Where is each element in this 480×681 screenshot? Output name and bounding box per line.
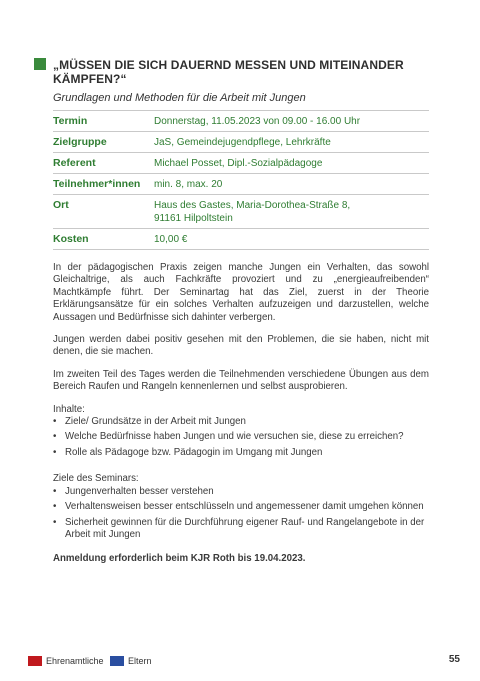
- paragraph: Im zweiten Teil des Tages werden die Teilnehmenden verschiedene Übungen aus dem Bereich Raufen und Rangeln kennenlernen und selbst ausprobieren.: [53, 368, 429, 393]
- info-row-termin: [53, 110, 429, 131]
- info-row-kosten: [53, 228, 429, 250]
- info-value: min. 8, max. 20: [154, 179, 223, 190]
- list-item: • Jungenverhalten besser verstehen: [53, 486, 429, 498]
- list-item: • Ziele/ Grundsätze in der Arbeit mit Jungen: [53, 416, 429, 428]
- info-label: Zielgruppe: [53, 136, 107, 148]
- info-row-teilnehmer: [53, 173, 429, 194]
- info-row-ort: [53, 194, 429, 228]
- info-label: Termin: [53, 115, 88, 127]
- info-label: Kosten: [53, 233, 89, 245]
- list-item: • Verhaltensweisen besser entschlüsseln und angemessener damit umgehen können: [53, 501, 429, 513]
- info-value: 10,00 €: [154, 234, 188, 245]
- info-value: Michael Posset, Dipl.-Sozialpädagoge: [154, 158, 323, 169]
- list-item: • Welche Bedürfnisse haben Jungen und wie versuchen sie, diese zu erreichen?: [53, 431, 429, 443]
- info-label: Teilnehmer*innen: [53, 178, 141, 190]
- list-item: • Sicherheit gewinnen für die Durchführung eigener Rauf- und Rangelangebote in der Arbeit mit Jungen: [53, 517, 429, 542]
- blue-swatch-icon: [110, 656, 124, 666]
- legend-label: Ehrenamtliche: [46, 656, 104, 666]
- body-text: [53, 262, 429, 566]
- page-title: „MÜSSEN DIE SICH DAUERND MESSEN UND MITEINANDER KÄMPFEN?“: [53, 58, 404, 86]
- paragraph: Jungen werden dabei positiv gesehen mit den Problemen, die sie haben, nicht mit denen, die sie machen.: [53, 334, 429, 358]
- registration-note: Anmeldung erforderlich beim KJR Roth bis 19.04.2023.: [53, 553, 306, 565]
- page-subtitle: Grundlagen und Methoden für die Arbeit mit Jungen: [53, 92, 306, 104]
- legend-label: Eltern: [128, 656, 152, 666]
- page-number: 55: [448, 654, 460, 665]
- list-item: • Rolle als Pädagoge bzw. Pädagogin im Umgang mit Jungen: [53, 447, 429, 459]
- ort-line-2: 91161 Hilpoltstein: [154, 213, 233, 224]
- legend-eltern: [110, 656, 152, 666]
- info-label: Ort: [53, 199, 69, 211]
- ziele-heading: Ziele des Seminars:: [53, 473, 139, 485]
- inhalte-heading: Inhalte:: [53, 403, 85, 415]
- section-marker-square: [34, 58, 46, 70]
- legend-ehrenamtliche: [28, 656, 104, 666]
- info-table: [53, 110, 429, 250]
- red-swatch-icon: [28, 656, 42, 666]
- paragraph: In der pädagogischen Praxis zeigen manche Jungen ein Verhalten, das sowohl Gleichaltrige, als auch Fachkräfte provoziert und zu „energieaufreibenden“ Machtkämpfe führt. Der Seminartag hat das Ziel, zuerst in der Theorie Erklärungsansätze für ein solches Verhalten aufzuzeigen und darzustellen, welche Aussagen und Bedürfnisse sich dahinter verbergen.: [53, 262, 429, 323]
- info-label: Referent: [53, 157, 96, 169]
- info-row-zielgruppe: [53, 131, 429, 152]
- info-value: Donnerstag, 11.05.2023 von 09.00 - 16.00 Uhr: [154, 116, 361, 127]
- ziele-list: [53, 486, 429, 542]
- ort-line-1: Haus des Gastes, Maria-Dorothea-Straße 8,: [154, 200, 351, 211]
- inhalte-list: [53, 416, 429, 459]
- info-value: [154, 195, 429, 228]
- info-row-referent: [53, 152, 429, 173]
- info-value: JaS, Gemeindejugendpflege, Lehrkräfte: [154, 137, 331, 148]
